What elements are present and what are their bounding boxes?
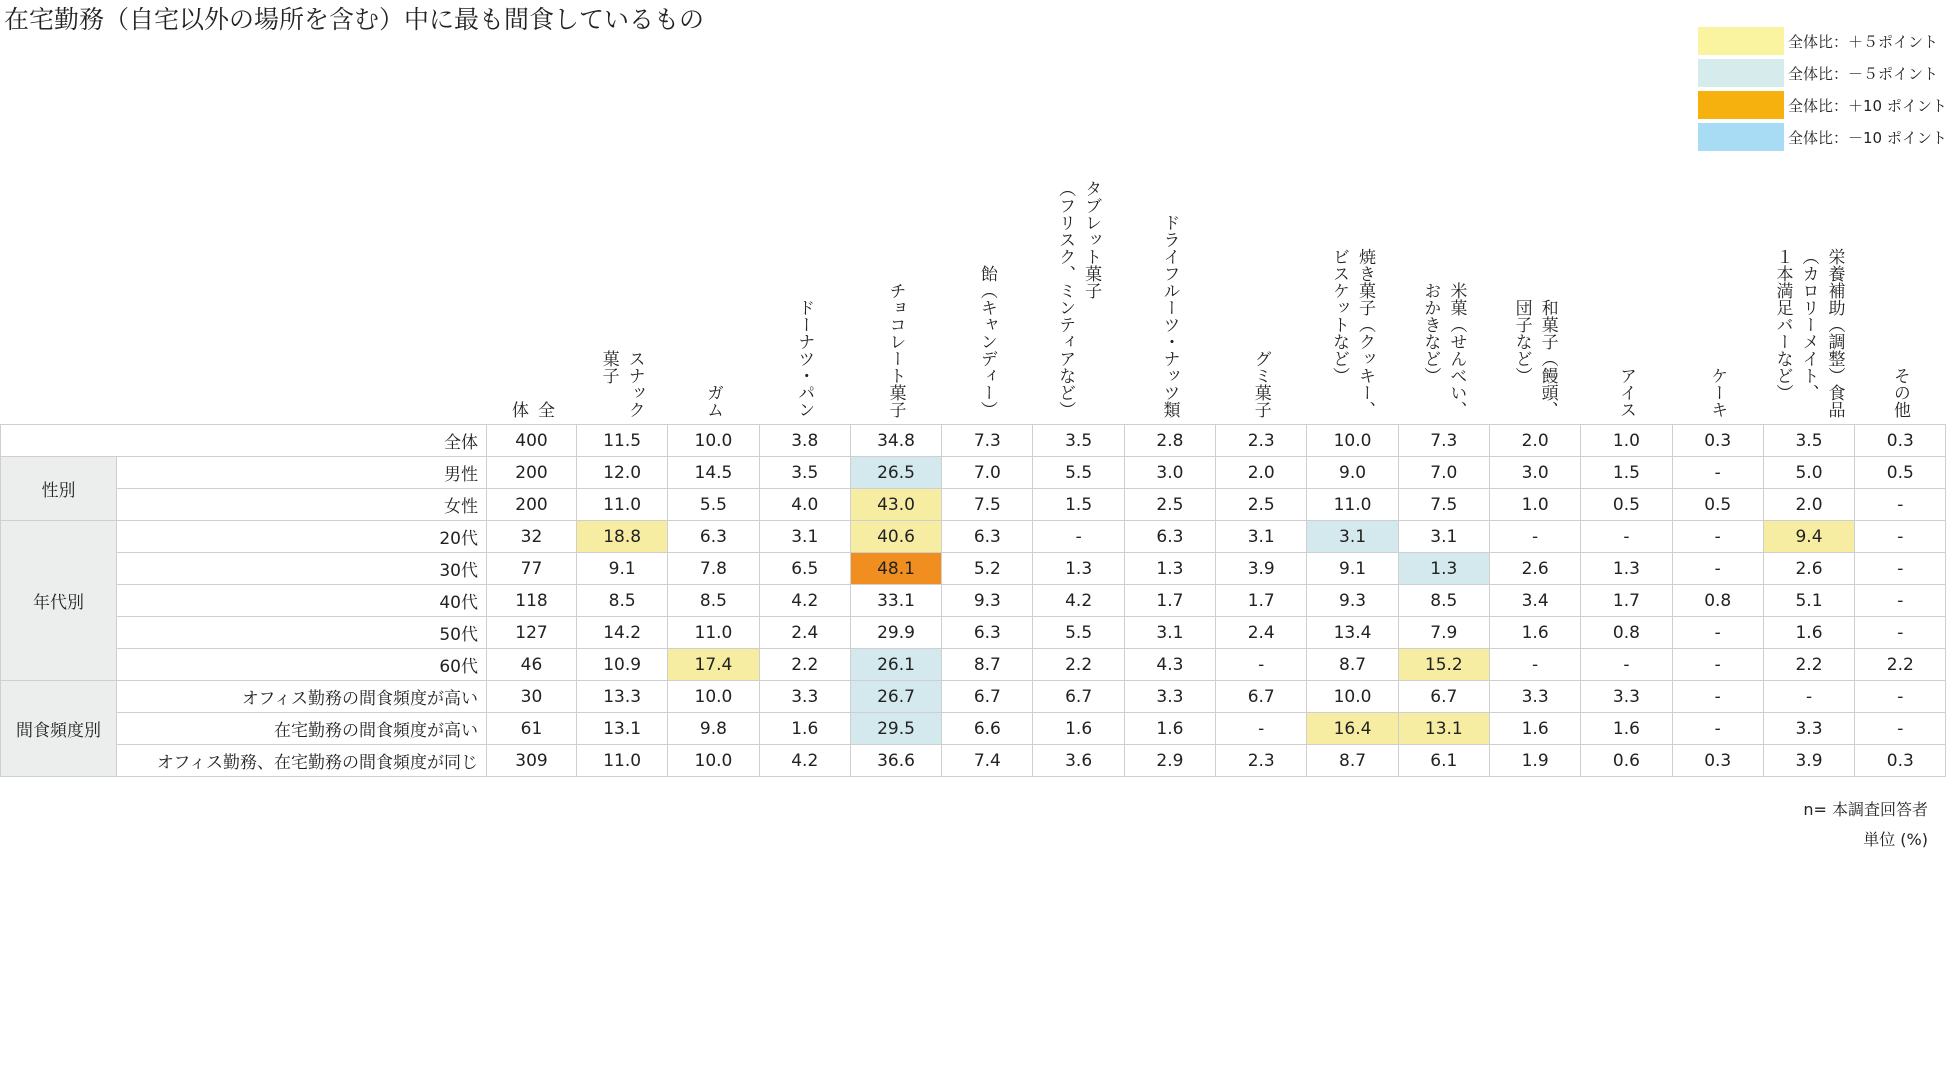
value-cell: 1.3 xyxy=(1124,553,1215,585)
value-cell: 48.1 xyxy=(850,553,941,585)
value-cell: 0.3 xyxy=(1855,745,1946,777)
value-cell: 13.1 xyxy=(577,713,668,745)
value-cell: 3.3 xyxy=(1581,681,1672,713)
unit-note: 単位 (%) xyxy=(1863,830,1928,849)
value-cell: 3.5 xyxy=(1763,425,1854,457)
value-cell: 1.6 xyxy=(1489,617,1580,649)
value-cell: 8.7 xyxy=(1307,649,1398,681)
value-cell: 1.3 xyxy=(1398,553,1489,585)
value-cell: - xyxy=(1855,521,1946,553)
legend-item xyxy=(1698,121,1947,153)
value-cell: 11.0 xyxy=(577,745,668,777)
value-cell: 15.2 xyxy=(1398,649,1489,681)
value-cell: 7.3 xyxy=(1398,425,1489,457)
value-cell: - xyxy=(1855,585,1946,617)
value-cell: 1.0 xyxy=(1489,489,1580,521)
legend xyxy=(1698,25,1947,153)
value-cell: 2.6 xyxy=(1763,553,1854,585)
value-cell: 3.1 xyxy=(1216,521,1307,553)
sample-note: n= 本調査回答者 xyxy=(1803,800,1928,819)
value-cell: 1.7 xyxy=(1124,585,1215,617)
value-cell: 10.0 xyxy=(1307,425,1398,457)
value-cell: 3.8 xyxy=(759,425,850,457)
sample-size-cell: 400 xyxy=(487,425,577,457)
row-label: 男性 xyxy=(117,457,487,489)
value-cell: 1.7 xyxy=(1581,585,1672,617)
row-label: 在宅勤務の間食頻度が高い xyxy=(117,713,487,745)
value-cell: 0.5 xyxy=(1672,489,1763,521)
legend-item xyxy=(1698,89,1947,121)
column-header: グミ菓子 xyxy=(1250,350,1271,418)
value-cell: 5.0 xyxy=(1763,457,1854,489)
value-cell: 1.3 xyxy=(1033,553,1124,585)
value-cell: 2.3 xyxy=(1216,425,1307,457)
column-header: ガム xyxy=(702,384,723,418)
table-row xyxy=(1,617,1946,649)
value-cell: 7.8 xyxy=(668,553,759,585)
column-header: 米菓（せんべい、 おかきなど） xyxy=(1420,282,1467,418)
page-title: 在宅勤務（自宅以外の場所を含む）中に最も間食しているもの xyxy=(4,5,705,34)
sample-size-cell: 61 xyxy=(487,713,577,745)
sample-size-cell: 200 xyxy=(487,489,577,521)
value-cell: 3.0 xyxy=(1489,457,1580,489)
value-cell: 40.6 xyxy=(850,521,941,553)
value-cell: 2.8 xyxy=(1124,425,1215,457)
sample-size-cell: 200 xyxy=(487,457,577,489)
column-header: スナック 菓子 xyxy=(598,350,645,418)
value-cell: 0.3 xyxy=(1672,745,1763,777)
value-cell: 3.4 xyxy=(1489,585,1580,617)
table-row xyxy=(1,585,1946,617)
group-label: 性別 xyxy=(1,457,117,521)
value-cell: 7.0 xyxy=(942,457,1033,489)
value-cell: 3.9 xyxy=(1216,553,1307,585)
column-header: 飴（キャンディー） xyxy=(976,265,997,418)
row-label: 30代 xyxy=(117,553,487,585)
value-cell: 2.0 xyxy=(1763,489,1854,521)
group-label: 間食頻度別 xyxy=(1,681,117,777)
value-cell: 34.8 xyxy=(850,425,941,457)
value-cell: 11.5 xyxy=(577,425,668,457)
notes xyxy=(1803,795,1928,855)
value-cell: 6.7 xyxy=(1398,681,1489,713)
legend-item xyxy=(1698,57,1947,89)
legend-label: 全体比：－10 ポイント xyxy=(1788,128,1947,147)
value-cell: - xyxy=(1672,457,1763,489)
value-cell: 1.6 xyxy=(1124,713,1215,745)
value-cell: 10.0 xyxy=(668,745,759,777)
legend-swatch xyxy=(1698,123,1784,151)
value-cell: - xyxy=(1216,713,1307,745)
value-cell: 13.1 xyxy=(1398,713,1489,745)
value-cell: 13.3 xyxy=(577,681,668,713)
value-cell: 9.3 xyxy=(942,585,1033,617)
legend-swatch xyxy=(1698,27,1784,55)
value-cell: 12.0 xyxy=(577,457,668,489)
value-cell: 6.7 xyxy=(1033,681,1124,713)
value-cell: 2.3 xyxy=(1216,745,1307,777)
value-cell: 2.9 xyxy=(1124,745,1215,777)
table-row xyxy=(1,745,1946,777)
value-cell: 3.5 xyxy=(1033,425,1124,457)
value-cell: 9.3 xyxy=(1307,585,1398,617)
sample-size-cell: 46 xyxy=(487,649,577,681)
value-cell: 1.6 xyxy=(1763,617,1854,649)
value-cell: - xyxy=(1855,553,1946,585)
value-cell: - xyxy=(1581,649,1672,681)
table-row xyxy=(1,457,1946,489)
value-cell: 0.3 xyxy=(1855,425,1946,457)
value-cell: 5.2 xyxy=(942,553,1033,585)
value-cell: - xyxy=(1216,649,1307,681)
value-cell: 8.5 xyxy=(668,585,759,617)
value-cell: - xyxy=(1489,649,1580,681)
row-label: 20代 xyxy=(117,521,487,553)
column-headers xyxy=(0,150,1950,420)
value-cell: 11.0 xyxy=(668,617,759,649)
table-row xyxy=(1,681,1946,713)
value-cell: 1.5 xyxy=(1581,457,1672,489)
row-label: オフィス勤務、在宅勤務の間食頻度が同じ xyxy=(117,745,487,777)
value-cell: 0.8 xyxy=(1581,617,1672,649)
row-label: 40代 xyxy=(117,585,487,617)
sample-size-cell: 30 xyxy=(487,681,577,713)
value-cell: 7.0 xyxy=(1398,457,1489,489)
value-cell: 8.5 xyxy=(1398,585,1489,617)
value-cell: 8.5 xyxy=(577,585,668,617)
value-cell: 6.6 xyxy=(942,713,1033,745)
value-cell: 4.2 xyxy=(759,585,850,617)
value-cell: - xyxy=(1672,553,1763,585)
sample-size-cell: 77 xyxy=(487,553,577,585)
row-label: オフィス勤務の間食頻度が高い xyxy=(117,681,487,713)
value-cell: - xyxy=(1581,521,1672,553)
value-cell: 2.2 xyxy=(759,649,850,681)
row-label: 60代 xyxy=(117,649,487,681)
value-cell: 0.8 xyxy=(1672,585,1763,617)
value-cell: 29.5 xyxy=(850,713,941,745)
value-cell: 9.4 xyxy=(1763,521,1854,553)
sample-size-cell: 118 xyxy=(487,585,577,617)
value-cell: 3.1 xyxy=(1307,521,1398,553)
value-cell: 10.0 xyxy=(668,681,759,713)
value-cell: 43.0 xyxy=(850,489,941,521)
sample-size-cell: 309 xyxy=(487,745,577,777)
value-cell: - xyxy=(1672,681,1763,713)
table-row xyxy=(1,425,1946,457)
value-cell: 3.3 xyxy=(1489,681,1580,713)
value-cell: 0.5 xyxy=(1855,457,1946,489)
value-cell: 6.7 xyxy=(942,681,1033,713)
value-cell: 8.7 xyxy=(1307,745,1398,777)
value-cell: - xyxy=(1855,489,1946,521)
value-cell: 2.6 xyxy=(1489,553,1580,585)
value-cell: 2.4 xyxy=(1216,617,1307,649)
value-cell: 7.5 xyxy=(942,489,1033,521)
value-cell: 9.1 xyxy=(1307,553,1398,585)
value-cell: - xyxy=(1033,521,1124,553)
value-cell: 3.6 xyxy=(1033,745,1124,777)
value-cell: 2.2 xyxy=(1763,649,1854,681)
column-header: ケーキ xyxy=(1707,367,1728,418)
column-header: その他 xyxy=(1889,367,1910,418)
value-cell: - xyxy=(1672,617,1763,649)
sample-size-cell: 127 xyxy=(487,617,577,649)
value-cell: 8.7 xyxy=(942,649,1033,681)
value-cell: - xyxy=(1489,521,1580,553)
legend-swatch xyxy=(1698,59,1784,87)
value-cell: 7.9 xyxy=(1398,617,1489,649)
value-cell: 1.0 xyxy=(1581,425,1672,457)
column-header: 焼き菓子（クッキー、 ビスケットなど） xyxy=(1329,248,1376,418)
value-cell: 29.9 xyxy=(850,617,941,649)
value-cell: 3.1 xyxy=(1398,521,1489,553)
column-header: タブレット菓子 （フリスク、ミンティアなど） xyxy=(1055,180,1102,418)
value-cell: 0.3 xyxy=(1672,425,1763,457)
value-cell: 1.6 xyxy=(759,713,850,745)
value-cell: - xyxy=(1855,713,1946,745)
value-cell: 1.7 xyxy=(1216,585,1307,617)
value-cell: 6.1 xyxy=(1398,745,1489,777)
value-cell: 9.0 xyxy=(1307,457,1398,489)
value-cell: 6.3 xyxy=(942,521,1033,553)
value-cell: 2.0 xyxy=(1216,457,1307,489)
legend-label: 全体比：＋10 ポイント xyxy=(1788,96,1947,115)
value-cell: 6.5 xyxy=(759,553,850,585)
table-row xyxy=(1,489,1946,521)
value-cell: - xyxy=(1672,521,1763,553)
value-cell: 2.5 xyxy=(1216,489,1307,521)
value-cell: - xyxy=(1763,681,1854,713)
value-cell: 6.3 xyxy=(668,521,759,553)
row-label: 女性 xyxy=(117,489,487,521)
value-cell: 1.6 xyxy=(1581,713,1672,745)
value-cell: 3.5 xyxy=(759,457,850,489)
legend-label: 全体比：＋５ポイント xyxy=(1788,32,1939,51)
row-label: 全体 xyxy=(1,425,487,457)
legend-swatch xyxy=(1698,91,1784,119)
value-cell: 0.5 xyxy=(1581,489,1672,521)
value-cell: 4.2 xyxy=(759,745,850,777)
value-cell: 3.1 xyxy=(1124,617,1215,649)
value-cell: 1.3 xyxy=(1581,553,1672,585)
column-header: チョコレート菓子 xyxy=(885,282,906,418)
value-cell: 0.6 xyxy=(1581,745,1672,777)
value-cell: 5.5 xyxy=(668,489,759,521)
value-cell: 2.4 xyxy=(759,617,850,649)
value-cell: 2.0 xyxy=(1489,425,1580,457)
value-cell: - xyxy=(1672,713,1763,745)
legend-item xyxy=(1698,25,1947,57)
legend-label: 全体比：－５ポイント xyxy=(1788,64,1939,83)
value-cell: 13.4 xyxy=(1307,617,1398,649)
value-cell: 26.1 xyxy=(850,649,941,681)
value-cell: 1.9 xyxy=(1489,745,1580,777)
value-cell: 7.3 xyxy=(942,425,1033,457)
value-cell: 1.6 xyxy=(1489,713,1580,745)
value-cell: - xyxy=(1855,617,1946,649)
value-cell: 2.2 xyxy=(1855,649,1946,681)
group-label: 年代別 xyxy=(1,521,117,681)
column-header-n: 全 体 xyxy=(508,401,554,418)
value-cell: 36.6 xyxy=(850,745,941,777)
value-cell: 11.0 xyxy=(1307,489,1398,521)
value-cell: 2.5 xyxy=(1124,489,1215,521)
value-cell: - xyxy=(1855,681,1946,713)
value-cell: - xyxy=(1672,649,1763,681)
value-cell: 3.3 xyxy=(759,681,850,713)
value-cell: 3.1 xyxy=(759,521,850,553)
table-row xyxy=(1,649,1946,681)
value-cell: 6.3 xyxy=(1124,521,1215,553)
value-cell: 3.3 xyxy=(1124,681,1215,713)
value-cell: 5.5 xyxy=(1033,457,1124,489)
value-cell: 6.7 xyxy=(1216,681,1307,713)
data-table xyxy=(0,424,1946,777)
sample-size-cell: 32 xyxy=(487,521,577,553)
value-cell: 5.5 xyxy=(1033,617,1124,649)
table-row xyxy=(1,713,1946,745)
value-cell: 14.2 xyxy=(577,617,668,649)
value-cell: 11.0 xyxy=(577,489,668,521)
value-cell: 9.1 xyxy=(577,553,668,585)
value-cell: 10.0 xyxy=(1307,681,1398,713)
value-cell: 1.6 xyxy=(1033,713,1124,745)
value-cell: 3.3 xyxy=(1763,713,1854,745)
value-cell: 1.5 xyxy=(1033,489,1124,521)
value-cell: 7.5 xyxy=(1398,489,1489,521)
value-cell: 26.5 xyxy=(850,457,941,489)
value-cell: 26.7 xyxy=(850,681,941,713)
column-header: 和菓子（饅頭、 団子など） xyxy=(1511,299,1558,418)
column-header: ドライフルーツ・ナッツ類 xyxy=(1159,214,1180,418)
value-cell: 17.4 xyxy=(668,649,759,681)
column-header: アイス xyxy=(1615,367,1636,418)
value-cell: 33.1 xyxy=(850,585,941,617)
value-cell: 2.2 xyxy=(1033,649,1124,681)
value-cell: 10.9 xyxy=(577,649,668,681)
value-cell: 18.8 xyxy=(577,521,668,553)
value-cell: 4.0 xyxy=(759,489,850,521)
column-header: ドーナツ・パン xyxy=(794,299,815,418)
value-cell: 16.4 xyxy=(1307,713,1398,745)
row-label: 50代 xyxy=(117,617,487,649)
value-cell: 7.4 xyxy=(942,745,1033,777)
value-cell: 6.3 xyxy=(942,617,1033,649)
table-row xyxy=(1,553,1946,585)
table-row xyxy=(1,521,1946,553)
value-cell: 9.8 xyxy=(668,713,759,745)
value-cell: 4.2 xyxy=(1033,585,1124,617)
value-cell: 3.9 xyxy=(1763,745,1854,777)
value-cell: 4.3 xyxy=(1124,649,1215,681)
value-cell: 14.5 xyxy=(668,457,759,489)
value-cell: 3.0 xyxy=(1124,457,1215,489)
value-cell: 5.1 xyxy=(1763,585,1854,617)
column-header: 栄養補助（調整）食品 （カロリーメイト、 １本満足バーなど） xyxy=(1772,248,1845,418)
value-cell: 10.0 xyxy=(668,425,759,457)
